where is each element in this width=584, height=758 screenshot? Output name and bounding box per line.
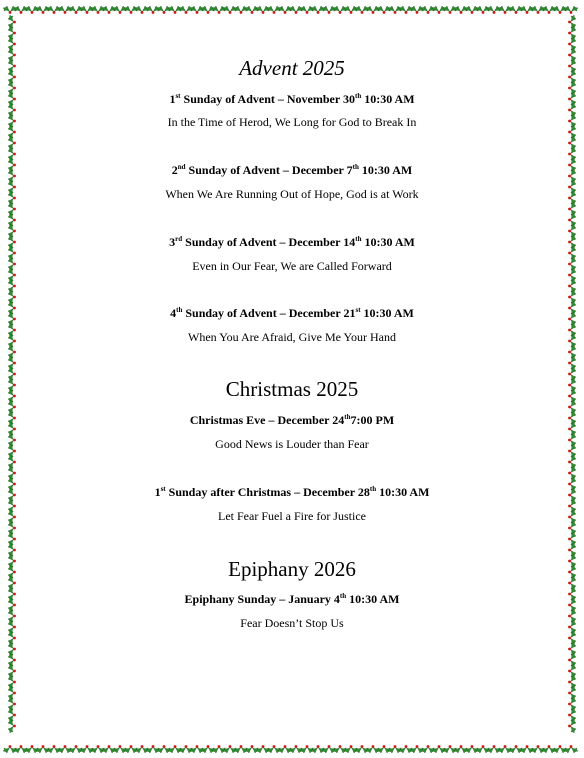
holly-sprig <box>8 389 16 403</box>
holly-sprig <box>8 37 16 51</box>
holly-sprig <box>355 6 369 14</box>
holly-sprig <box>344 6 358 14</box>
holly-sprig <box>25 6 39 14</box>
holly-sprig <box>69 745 83 753</box>
holly-sprig <box>8 136 16 150</box>
holly-sprig <box>454 745 468 753</box>
holly-sprig <box>8 686 16 700</box>
holly-sprig <box>36 745 50 753</box>
holly-sprig <box>333 6 347 14</box>
holly-sprig <box>564 6 578 14</box>
holly-sprig <box>212 745 226 753</box>
holly-sprig <box>8 565 16 579</box>
holly-sprig <box>146 6 160 14</box>
holly-sprig <box>80 6 94 14</box>
holly-sprig <box>289 745 303 753</box>
holly-sprig <box>568 620 576 634</box>
holly-sprig <box>322 6 336 14</box>
holly-sprig <box>8 59 16 73</box>
holly-sprig <box>568 477 576 491</box>
holly-sprig <box>201 745 215 753</box>
holly-sprig <box>568 70 576 84</box>
holly-sprig <box>157 745 171 753</box>
holly-sprig <box>8 521 16 535</box>
holly-sprig <box>102 745 116 753</box>
holly-sprig <box>568 532 576 546</box>
holly-sprig <box>568 191 576 205</box>
holly-sprig <box>568 15 576 29</box>
holly-sprig <box>8 719 16 733</box>
holly-sprig <box>8 246 16 260</box>
holly-sprig <box>8 26 16 40</box>
service-line: 1st Sunday of Advent – November 30th 10:30 AM <box>169 92 415 106</box>
holly-sprig <box>245 745 259 753</box>
holly-sprig <box>256 745 270 753</box>
holly-sprig <box>8 323 16 337</box>
holly-sprig <box>568 543 576 557</box>
holly-sprig <box>568 312 576 326</box>
holly-sprig <box>8 279 16 293</box>
holly-sprig <box>102 6 116 14</box>
holly-sprig <box>8 708 16 722</box>
holly-sprig <box>568 576 576 590</box>
holly-sprig <box>568 246 576 260</box>
holly-sprig <box>366 745 380 753</box>
service-subtitle: Good News is Louder than Fear <box>215 437 369 451</box>
holly-sprig <box>8 345 16 359</box>
holly-sprig <box>568 301 576 315</box>
holly-sprig <box>568 268 576 282</box>
holly-sprig <box>8 664 16 678</box>
holly-sprig <box>234 6 248 14</box>
holly-sprig <box>542 745 556 753</box>
holly-sprig <box>568 290 576 304</box>
holly-sprig <box>8 554 16 568</box>
section-title-epiphany: Epiphany 2026 <box>228 557 356 581</box>
holly-sprig <box>135 745 149 753</box>
holly-sprig <box>568 444 576 458</box>
holly-sprig <box>465 6 479 14</box>
holly-sprig <box>190 6 204 14</box>
holly-sprig <box>300 745 314 753</box>
holly-sprig <box>443 745 457 753</box>
holly-sprig <box>322 745 336 753</box>
holly-sprig <box>542 6 556 14</box>
holly-sprig <box>278 745 292 753</box>
holly-sprig <box>8 92 16 106</box>
service-line: Christmas Eve – December 24th7:00 PM <box>189 413 395 427</box>
holly-sprig <box>168 745 182 753</box>
holly-sprig <box>80 745 94 753</box>
holly-sprig <box>8 609 16 623</box>
holly-sprig <box>8 114 16 128</box>
holly-sprig <box>8 191 16 205</box>
service-line: 3rd Sunday of Advent – December 14th 10:30 AM <box>169 235 415 249</box>
holly-sprig <box>421 745 435 753</box>
service-subtitle: Fear Doesn’t Stop Us <box>240 616 344 630</box>
holly-sprig <box>8 224 16 238</box>
holly-sprig <box>568 499 576 513</box>
holly-sprig <box>8 356 16 370</box>
holly-sprig <box>190 745 204 753</box>
holly-sprig <box>568 664 576 678</box>
holly-sprig <box>568 257 576 271</box>
holly-sprig <box>3 6 17 14</box>
holly-sprig <box>8 290 16 304</box>
holly-sprig <box>91 6 105 14</box>
holly-sprig <box>568 323 576 337</box>
holly-sprig <box>476 6 490 14</box>
holly-sprig <box>8 202 16 216</box>
holly-sprig <box>8 169 16 183</box>
holly-sprig <box>47 6 61 14</box>
holly-sprig <box>113 6 127 14</box>
holly-sprig <box>568 356 576 370</box>
holly-sprig <box>568 180 576 194</box>
holly-sprig <box>568 466 576 480</box>
holly-sprig <box>8 411 16 425</box>
holly-sprig <box>8 466 16 480</box>
holly-sprig <box>8 48 16 62</box>
holly-sprig <box>388 745 402 753</box>
holly-sprig <box>311 6 325 14</box>
holly-sprig <box>14 745 28 753</box>
holly-sprig <box>8 697 16 711</box>
holly-sprig <box>124 745 138 753</box>
holly-sprig <box>454 6 468 14</box>
holly-sprig <box>564 745 578 753</box>
holly-sprig <box>568 81 576 95</box>
holly-sprig <box>388 6 402 14</box>
holly-sprig <box>58 6 72 14</box>
holly-sprig <box>487 745 501 753</box>
holly-sprig <box>69 6 83 14</box>
service-subtitle: When We Are Running Out of Hope, God is at Work <box>165 187 419 201</box>
holly-sprig <box>8 15 16 29</box>
service-subtitle: Even in Our Fear, We are Called Forward <box>192 259 392 273</box>
holly-sprig <box>223 745 237 753</box>
holly-sprig <box>568 103 576 117</box>
holly-sprig <box>146 745 160 753</box>
holly-sprig <box>179 745 193 753</box>
holly-sprig <box>8 532 16 546</box>
section-title-christmas: Christmas 2025 <box>225 377 359 401</box>
holly-sprig <box>568 345 576 359</box>
holly-sprig <box>421 6 435 14</box>
holly-sprig <box>8 587 16 601</box>
holly-sprig <box>520 745 534 753</box>
holly-sprig <box>568 609 576 623</box>
holly-sprig <box>344 745 358 753</box>
holly-sprig <box>568 202 576 216</box>
holly-sprig <box>8 180 16 194</box>
holly-sprig <box>157 6 171 14</box>
holly-sprig <box>568 411 576 425</box>
holly-sprig <box>256 6 270 14</box>
holly-sprig <box>531 6 545 14</box>
service-line: Epiphany Sunday – January 4th 10:30 AM <box>184 592 400 606</box>
holly-sprig <box>267 745 281 753</box>
service-line: 2nd Sunday of Advent – December 7th 10:30 AM <box>171 163 413 177</box>
holly-sprig <box>8 455 16 469</box>
holly-sprig <box>8 125 16 139</box>
holly-sprig <box>509 6 523 14</box>
holly-sprig <box>568 488 576 502</box>
holly-sprig <box>568 158 576 172</box>
holly-sprig <box>355 745 369 753</box>
holly-sprig <box>568 169 576 183</box>
holly-sprig <box>487 6 501 14</box>
holly-sprig <box>8 422 16 436</box>
holly-sprig <box>333 745 347 753</box>
holly-sprig <box>568 433 576 447</box>
holly-sprig <box>568 235 576 249</box>
holly-sprig <box>168 6 182 14</box>
holly-sprig <box>410 6 424 14</box>
holly-sprig <box>113 745 127 753</box>
holly-sprig <box>8 631 16 645</box>
holly-sprig <box>8 103 16 117</box>
holly-sprig <box>568 279 576 293</box>
holly-sprig <box>568 378 576 392</box>
holly-sprig <box>91 745 105 753</box>
holly-sprig <box>8 499 16 513</box>
holly-sprig <box>553 6 567 14</box>
holly-sprig <box>212 6 226 14</box>
holly-sprig <box>8 400 16 414</box>
holly-sprig <box>3 745 17 753</box>
holly-sprig <box>568 521 576 535</box>
holly-sprig <box>278 6 292 14</box>
holly-sprig <box>124 6 138 14</box>
holly-sprig <box>568 455 576 469</box>
holly-sprig <box>8 477 16 491</box>
holly-sprig <box>8 642 16 656</box>
holly-sprig <box>8 598 16 612</box>
section-title-advent: Advent 2025 <box>239 56 345 80</box>
holly-sprig <box>568 719 576 733</box>
holly-sprig <box>8 257 16 271</box>
holly-sprig <box>568 510 576 524</box>
holly-sprig <box>8 334 16 348</box>
holly-sprig <box>498 6 512 14</box>
holly-sprig <box>14 6 28 14</box>
holly-sprig <box>568 224 576 238</box>
holly-sprig <box>568 37 576 51</box>
holly-sprig <box>568 48 576 62</box>
service-subtitle: Let Fear Fuel a Fire for Justice <box>218 509 366 523</box>
holly-sprig <box>179 6 193 14</box>
holly-sprig <box>36 6 50 14</box>
holly-sprig <box>443 6 457 14</box>
holly-sprig <box>8 268 16 282</box>
holly-sprig <box>476 745 490 753</box>
holly-sprig <box>568 147 576 161</box>
holly-sprig <box>8 543 16 557</box>
service-subtitle: In the Time of Herod, We Long for God to Break In <box>167 115 417 129</box>
holly-sprig <box>509 745 523 753</box>
holly-sprig <box>568 136 576 150</box>
holly-sprig <box>553 745 567 753</box>
holly-sprig <box>47 745 61 753</box>
holly-sprig <box>8 312 16 326</box>
holly-sprig <box>568 92 576 106</box>
holly-sprig <box>8 213 16 227</box>
holly-sprig <box>568 125 576 139</box>
holly-sprig <box>568 400 576 414</box>
holly-sprig <box>8 70 16 84</box>
holly-sprig <box>8 147 16 161</box>
holly-sprig <box>568 653 576 667</box>
holly-sprig <box>8 367 16 381</box>
holly-sprig <box>8 235 16 249</box>
holly-sprig <box>432 6 446 14</box>
holly-sprig <box>8 433 16 447</box>
holly-sprig <box>25 745 39 753</box>
holly-sprig <box>399 745 413 753</box>
holly-sprig <box>8 488 16 502</box>
holly-sprig <box>289 6 303 14</box>
holly-sprig <box>223 6 237 14</box>
holly-sprig <box>8 81 16 95</box>
holly-sprig <box>366 6 380 14</box>
holly-sprig <box>520 6 534 14</box>
holly-sprig <box>8 510 16 524</box>
holly-sprig <box>234 745 248 753</box>
holly-sprig <box>568 334 576 348</box>
holly-sprig <box>568 26 576 40</box>
holly-sprig <box>432 745 446 753</box>
holly-sprig <box>531 745 545 753</box>
holly-sprig <box>399 6 413 14</box>
holly-sprig <box>377 745 391 753</box>
holly-sprig <box>568 587 576 601</box>
holly-sprig <box>8 158 16 172</box>
holly-sprig <box>568 697 576 711</box>
holly-sprig <box>568 598 576 612</box>
holly-sprig <box>568 642 576 656</box>
holly-sprig <box>300 6 314 14</box>
holly-sprig <box>568 389 576 403</box>
holly-sprig <box>267 6 281 14</box>
holly-sprig <box>8 576 16 590</box>
holly-sprig <box>568 686 576 700</box>
holly-sprig <box>568 708 576 722</box>
holly-sprig <box>377 6 391 14</box>
holly-sprig <box>8 620 16 634</box>
holly-sprig <box>8 378 16 392</box>
holly-sprig <box>568 59 576 73</box>
holly-sprig <box>135 6 149 14</box>
holly-sprig <box>568 213 576 227</box>
holly-sprig <box>8 301 16 315</box>
holly-sprig <box>58 745 72 753</box>
service-line: 4th Sunday of Advent – December 21st 10:30 AM <box>170 306 414 320</box>
holly-sprig <box>245 6 259 14</box>
holly-sprig <box>201 6 215 14</box>
holly-sprig <box>568 114 576 128</box>
holly-sprig <box>568 422 576 436</box>
holly-sprig <box>8 675 16 689</box>
holly-sprig <box>568 554 576 568</box>
holly-sprig <box>465 745 479 753</box>
holly-sprig <box>568 565 576 579</box>
holly-sprig <box>8 653 16 667</box>
service-subtitle: When You Are Afraid, Give Me Your Hand <box>188 330 396 344</box>
holly-sprig <box>8 444 16 458</box>
holly-sprig <box>568 631 576 645</box>
holly-sprig <box>568 675 576 689</box>
holly-sprig <box>498 745 512 753</box>
holly-sprig <box>568 367 576 381</box>
holly-sprig <box>311 745 325 753</box>
service-line: 1st Sunday after Christmas – December 28th 10:30 AM <box>154 485 430 499</box>
holly-sprig <box>410 745 424 753</box>
